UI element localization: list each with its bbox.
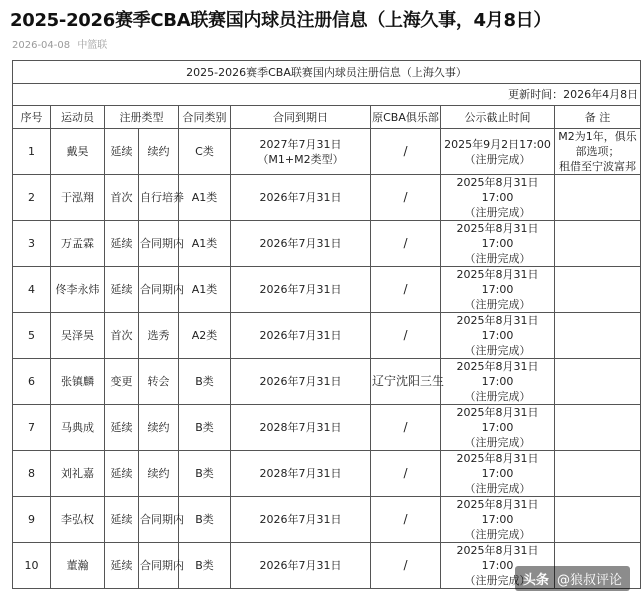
contract-expiry-cell [231, 451, 371, 497]
header-cell: 合同到期日 [231, 106, 371, 129]
registration-type-cell: 变更 [105, 359, 139, 405]
registration-type-cell: 延续 [105, 405, 139, 451]
registration-type-cell: 延续 [105, 221, 139, 267]
table-row [13, 497, 641, 543]
contract-expiry-line: 2026年7月31日 [259, 191, 342, 204]
row-number-cell: 7 [13, 405, 51, 451]
player-name-cell: 张镇麟 [51, 359, 105, 405]
deadline-line: 2025年9月2日17:00 [444, 137, 551, 151]
deadline-line: （注册完成） [464, 574, 531, 587]
table-row [13, 129, 641, 175]
note-line: M2为1年，俱乐部选项； [558, 130, 637, 158]
registration-type-cell: 延续 [105, 451, 139, 497]
contract-type-cell: A1类 [179, 175, 231, 221]
contract-expiry-cell [231, 405, 371, 451]
table-header-row [13, 106, 641, 129]
watermark-text: @狼叔评论 [556, 573, 622, 588]
table-title-row [13, 61, 641, 84]
deadline-line: 2025年8月31日17:00 [456, 452, 539, 480]
contract-expiry-cell [231, 313, 371, 359]
registration-type-cell: 延续 [105, 267, 139, 313]
registration-type-cell: 延续 [105, 497, 139, 543]
note-cell [555, 497, 641, 543]
table-row [13, 405, 641, 451]
note-cell [555, 221, 641, 267]
note-cell [555, 359, 641, 405]
contract-expiry-cell [231, 543, 371, 589]
previous-club-cell: / [371, 497, 441, 543]
contract-type-cell: A1类 [179, 267, 231, 313]
registration-subtype-cell: 续约 [139, 451, 179, 497]
contract-expiry-line: 2026年7月31日 [259, 237, 342, 250]
contract-type-cell: C类 [179, 129, 231, 175]
header-cell: 公示截止时间 [441, 106, 555, 129]
registration-type-cell: 首次 [105, 313, 139, 359]
table-row [13, 313, 641, 359]
registration-table [12, 60, 641, 589]
deadline-line: （注册完成） [464, 206, 531, 219]
deadline-line: 2025年8月31日17:00 [456, 360, 539, 388]
previous-club-cell: / [371, 267, 441, 313]
deadline-line: （注册完成） [464, 390, 531, 403]
contract-expiry-line: 2026年7月31日 [259, 375, 342, 388]
row-number-cell: 8 [13, 451, 51, 497]
contract-type-cell: B类 [179, 405, 231, 451]
deadline-line: （注册完成） [464, 436, 531, 449]
registration-type-cell: 延续 [105, 543, 139, 589]
previous-club-cell: / [371, 313, 441, 359]
note-line: 租借至宁波富邦 [559, 160, 637, 173]
deadline-line: 2025年8月31日17:00 [456, 544, 539, 572]
previous-club-cell: / [371, 129, 441, 175]
deadline-cell [441, 129, 555, 175]
contract-type-cell: A1类 [179, 221, 231, 267]
previous-club-cell: / [371, 405, 441, 451]
article-meta [12, 36, 107, 51]
row-number-cell: 5 [13, 313, 51, 359]
registration-subtype-cell: 选秀 [139, 313, 179, 359]
contract-expiry-line: 2026年7月31日 [259, 559, 342, 572]
note-cell [555, 175, 641, 221]
note-cell [555, 451, 641, 497]
table-update-row [13, 84, 641, 106]
contract-expiry-line: 2026年7月31日 [259, 283, 342, 296]
table-row [13, 175, 641, 221]
deadline-line: 2025年8月31日17:00 [456, 314, 539, 342]
note-cell [555, 405, 641, 451]
article-date: 2026-04-08 [12, 40, 71, 51]
player-name-cell: 戴昊 [51, 129, 105, 175]
contract-expiry-cell [231, 221, 371, 267]
header-cell: 运动员 [51, 106, 105, 129]
deadline-line: （注册完成） [464, 298, 531, 311]
contract-expiry-cell [231, 267, 371, 313]
header-cell: 合同类别 [179, 106, 231, 129]
deadline-cell [441, 267, 555, 313]
player-name-cell: 董瀚 [51, 543, 105, 589]
contract-type-cell: B类 [179, 497, 231, 543]
contract-type-cell: A2类 [179, 313, 231, 359]
registration-type-cell: 延续 [105, 129, 139, 175]
row-number-cell: 2 [13, 175, 51, 221]
previous-club-cell: / [371, 451, 441, 497]
deadline-line: （注册完成） [464, 344, 531, 357]
row-number-cell: 10 [13, 543, 51, 589]
row-number-cell: 1 [13, 129, 51, 175]
contract-expiry-cell [231, 129, 371, 175]
table-row [13, 267, 641, 313]
registration-subtype-cell: 合同期内 [139, 543, 179, 589]
note-cell [555, 267, 641, 313]
deadline-line: （注册完成） [464, 482, 531, 495]
registration-subtype-cell: 自行培养 [139, 175, 179, 221]
player-name-cell: 吴泽昊 [51, 313, 105, 359]
table-row [13, 221, 641, 267]
article-source: 中篮联 [77, 40, 108, 51]
contract-type-cell: B类 [179, 359, 231, 405]
table-row [13, 359, 641, 405]
player-name-cell: 刘礼嘉 [51, 451, 105, 497]
player-name-cell: 于泓翔 [51, 175, 105, 221]
note-cell [555, 313, 641, 359]
deadline-cell [441, 451, 555, 497]
contract-expiry-line: 2026年7月31日 [259, 329, 342, 342]
contract-expiry-line: 2027年7月31日 [259, 137, 342, 151]
watermark-logo: 头条 [522, 573, 549, 588]
deadline-cell [441, 221, 555, 267]
contract-expiry-cell [231, 175, 371, 221]
deadline-line: 2025年8月31日17:00 [456, 498, 539, 526]
deadline-line: 2025年8月31日17:00 [456, 268, 539, 296]
contract-type-cell: B类 [179, 543, 231, 589]
deadline-cell [441, 175, 555, 221]
row-number-cell: 9 [13, 497, 51, 543]
previous-club-cell: 辽宁沈阳三生 [371, 359, 441, 405]
registration-type-cell: 首次 [105, 175, 139, 221]
contract-expiry-cell [231, 497, 371, 543]
article-title: 2025-2026赛季CBA联赛国内球员注册信息（上海久事，4月8日） [10, 10, 552, 31]
table-title: 2025-2026赛季CBA联赛国内球员注册信息（上海久事） [13, 61, 641, 84]
contract-expiry-line: 2028年7月31日 [259, 467, 342, 480]
contract-expiry-line: 2026年7月31日 [259, 513, 342, 526]
registration-subtype-cell: 合同期内 [139, 221, 179, 267]
registration-subtype-cell: 转会 [139, 359, 179, 405]
contract-expiry-line: （M1+M2类型） [257, 152, 344, 166]
contract-type-cell: B类 [179, 451, 231, 497]
registration-subtype-cell: 合同期内 [139, 267, 179, 313]
contract-expiry-cell [231, 359, 371, 405]
deadline-line: （注册完成） [464, 252, 531, 265]
row-number-cell: 6 [13, 359, 51, 405]
row-number-cell: 4 [13, 267, 51, 313]
row-number-cell: 3 [13, 221, 51, 267]
deadline-line: 2025年8月31日17:00 [456, 176, 539, 204]
deadline-cell [441, 405, 555, 451]
deadline-line: （注册完成） [464, 152, 531, 166]
player-name-cell: 马典成 [51, 405, 105, 451]
deadline-cell [441, 497, 555, 543]
deadline-line: 2025年8月31日17:00 [456, 222, 539, 250]
player-name-cell: 佟李永炜 [51, 267, 105, 313]
previous-club-cell: / [371, 175, 441, 221]
watermark [515, 566, 630, 591]
deadline-line: （注册完成） [464, 528, 531, 541]
previous-club-cell: / [371, 543, 441, 589]
registration-subtype-cell: 续约 [139, 405, 179, 451]
header-cell: 注册类型 [105, 106, 179, 129]
player-name-cell: 万孟霖 [51, 221, 105, 267]
table-row [13, 451, 641, 497]
deadline-cell [441, 359, 555, 405]
player-name-cell: 李弘权 [51, 497, 105, 543]
note-cell [555, 129, 641, 175]
header-cell: 原CBA俱乐部 [371, 106, 441, 129]
registration-subtype-cell: 合同期内 [139, 497, 179, 543]
previous-club-cell: / [371, 221, 441, 267]
update-time: 更新时间：2026年4月8日 [13, 84, 641, 106]
header-cell: 备 注 [555, 106, 641, 129]
contract-expiry-line: 2028年7月31日 [259, 421, 342, 434]
deadline-cell [441, 313, 555, 359]
deadline-line: 2025年8月31日17:00 [456, 406, 539, 434]
registration-subtype-cell: 续约 [139, 129, 179, 175]
header-cell: 序号 [13, 106, 51, 129]
